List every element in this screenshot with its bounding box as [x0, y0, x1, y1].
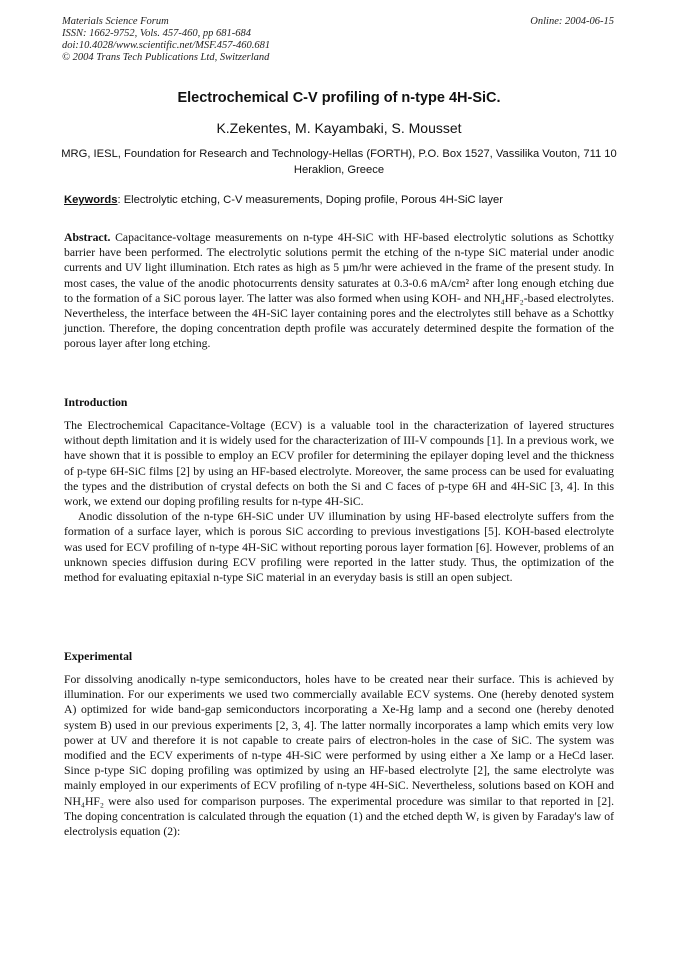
- author-list: K.Zekentes, M. Kayambaki, S. Mousset: [216, 120, 462, 136]
- introduction-section: [64, 418, 614, 585]
- keywords-label: Keywords: [64, 194, 118, 206]
- abstract-section: [64, 230, 614, 352]
- abstract-label: Abstract.: [64, 231, 111, 244]
- abstract-text: Capacitance-voltage measurements on n-type 4H-SiC with HF-based electrolytic solutions as Schottky barrier have been performed. The electrolytic solutions permit the etching of the n-type SiC material under anodic currents and UV light illumination. Etch rates as high as 5 µm/hr were achieved in the frame of the present study. In most cases, the value of the anodic photocurrents density saturates at 0.3-0.6 mA/cm² after long enough etching due to the formation of a SiC porous layer. The latter was also formed when using KOH- and NH₄HF₂-based electrolytes. Nevertheless, the interface between the 4H-SiC layer containing pores and the electrolytes still behave as a Schottky junction. Therefore, the doping concentration depth profile was accurately determined despite the formation of the porous layer after long etching.: [64, 231, 615, 351]
- issn-line: ISSN: 1662-9752, Vols. 457-460, pp 681-684: [62, 28, 251, 39]
- paper-title: Electrochemical C-V profiling of n-type 4H-SiC.: [177, 90, 501, 106]
- experimental-paragraph-1: For dissolving anodically n-type semiconductors, holes have to be created near their surface. This is achieved by illumination. For our experiments we used two commercially available ECV systems. One (hereby denoted system A) optimized for wide band-gap semiconductors incorporating a Xe-Hg lamp and a second one (hereby denoted system B) used in our previous experiments [2, 3, 4]. The latter normally incorporates a lamp which emits very low power at UV and therefore it is not capable to create pairs of electron-holes in the case of SiC. The system was modified and the ECV experiments of n-type 4H-SiC were performed by using either a Xe lamp or a HeCd laser. Since p-type SiC doping profiling was optimized by using an HF-based electrolyte [2], the same electrolyte was mainly employed in our experiments of ECV profiling of n-type 4H-SiC. Nevertheless, solutions based on KOH and NH₄HF₂ were also used for comparison purposes. The experimental procedure was similar to that reported in [2]. The doping concentration is calculated through the equation (1) and the etched depth Wᵣ is given by Faraday's law of electrolysis equation (2):: [64, 673, 614, 839]
- keywords-line: Keywords: Electrolytic etching, C-V measurements, Doping profile, Porous 4H-SiC layer: [64, 194, 503, 206]
- experimental-section: [64, 672, 614, 839]
- experimental-heading: Experimental: [64, 650, 133, 663]
- affiliation: MRG, IESL, Foundation for Research and Technology-Hellas (FORTH), P.O. Box 1527, Vassilika Vouton, 711 10 Heraklion, Greece: [61, 148, 617, 176]
- copyright-line: © 2004 Trans Tech Publications Ltd, Switzerland: [62, 52, 270, 63]
- introduction-heading: Introduction: [64, 396, 128, 409]
- journal-name: Materials Science Forum: [62, 16, 169, 27]
- intro-paragraph-2: Anodic dissolution of the n-type 6H-SiC under UV illumination by using HF-based electrolyte suffers from the formation of a surface layer, which is porous SiC according to previous investigations [5]. KOH-based electrolyte was used for ECV profiling of n-type 4H-SiC without reporting porous layer formation [6]. However, problems of an unknown species diffusion during ECV profiling were reported in the latter study. Thus, the optimization of the method for evaluating epitaxial n-type SiC material in an everyday basis is still an open subject.: [64, 510, 614, 585]
- keywords-text: Electrolytic etching, C-V measurements, Doping profile, Porous 4H-SiC layer: [123, 194, 503, 206]
- journal-header: [62, 16, 270, 64]
- doi-line[interactable]: doi:10.4028/www.scientific.net/MSF.457-460.681: [62, 40, 271, 51]
- intro-paragraph-1: The Electrochemical Capacitance-Voltage (ECV) is a valuable tool in the characterization of layered structures without depth limitation and it is widely used for the characterization of III-V compounds [1]. In a previous work, we have shown that it is possible to employ an ECV profiler for determining the epilayer doping level and the thickness of p-type 6H-SiC films [2] by using an HF-based electrolyte. Moreover, the same process can be used for evaluating the types and the distribution of crystal defects on both the Si and C faces of p-type 6H and 4H-SiC [3, 4]. In this work, we extend our doping profiling results for n-type 4H-SiC.: [64, 419, 614, 509]
- online-date: Online: 2004-06-15: [530, 16, 614, 27]
